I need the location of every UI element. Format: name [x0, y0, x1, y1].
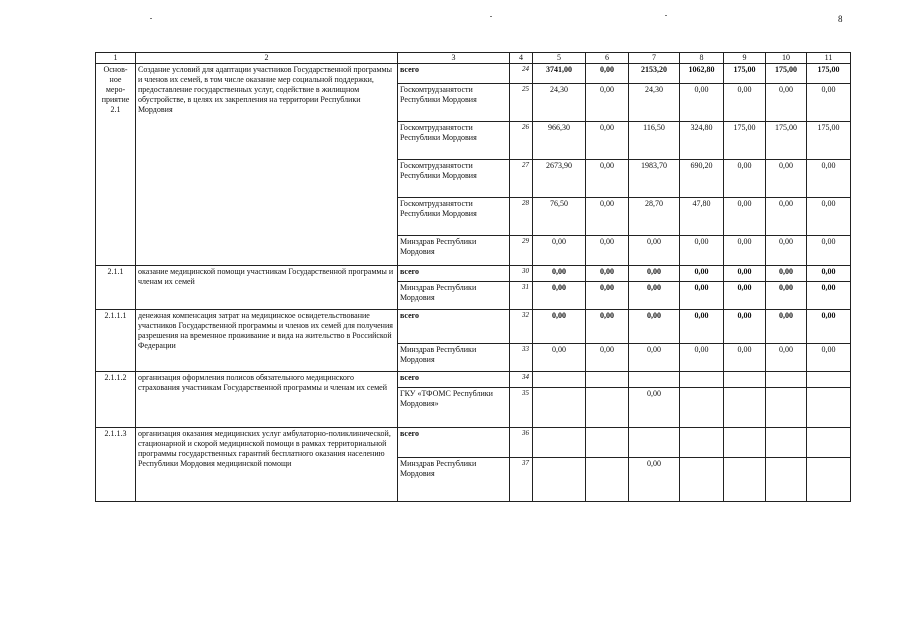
value-cell: 0,00: [629, 310, 680, 344]
scan-speck: [490, 16, 492, 17]
activity-code: 2.1.1.1: [96, 310, 136, 372]
value-cell: 0,00: [680, 84, 724, 122]
executor: всего: [398, 266, 510, 282]
value-cell: 0,00: [807, 344, 851, 372]
executor: Минздрав Республики Мордовия: [398, 344, 510, 372]
column-header: 3: [398, 53, 510, 64]
value-cell: 0,00: [807, 282, 851, 310]
value-cell: [533, 428, 586, 458]
value-cell: 0,00: [586, 198, 629, 236]
row-number: 26: [510, 122, 533, 160]
value-cell: 0,00: [586, 236, 629, 266]
value-cell: [766, 428, 807, 458]
value-cell: [586, 458, 629, 502]
value-cell: 0,00: [586, 266, 629, 282]
value-cell: 0,00: [766, 310, 807, 344]
value-cell: [724, 388, 766, 428]
value-cell: 0,00: [629, 282, 680, 310]
value-cell: 0,00: [680, 236, 724, 266]
activity-code: Основ- ное меро- приятие 2.1: [96, 64, 136, 266]
table-row: [96, 266, 851, 282]
row-number: 30: [510, 266, 533, 282]
value-cell: 0,00: [766, 198, 807, 236]
activity-code: 2.1.1: [96, 266, 136, 310]
column-header: 11: [807, 53, 851, 64]
value-cell: 0,00: [586, 84, 629, 122]
row-number: 28: [510, 198, 533, 236]
activity-description: организация оформления полисов обязательного медицинского страхования участникам Государственной программы и членам их семей: [136, 372, 398, 428]
value-cell: 0,00: [586, 310, 629, 344]
table-row: [96, 310, 851, 344]
value-cell: 0,00: [807, 266, 851, 282]
value-cell: 76,50: [533, 198, 586, 236]
value-cell: 0,00: [724, 84, 766, 122]
value-cell: 0,00: [629, 236, 680, 266]
value-cell: 0,00: [807, 84, 851, 122]
value-cell: 0,00: [533, 282, 586, 310]
value-cell: 0,00: [629, 344, 680, 372]
activity-description: организация оказания медицинских услуг амбулаторно-поликлинической, стационарной и скорой медицинской помощи в рамках территориальной программы государственных гарантий бесплатного оказания населению Республики Мордовия медицинской помощи: [136, 428, 398, 502]
value-cell: [724, 428, 766, 458]
column-header: 5: [533, 53, 586, 64]
value-cell: 0,00: [766, 160, 807, 198]
value-cell: 1983,70: [629, 160, 680, 198]
value-cell: 47,80: [680, 198, 724, 236]
value-cell: [533, 458, 586, 502]
executor: всего: [398, 310, 510, 344]
executor: Госкомтрудзанятости Республики Мордовия: [398, 122, 510, 160]
value-cell: 324,80: [680, 122, 724, 160]
value-cell: 0,00: [680, 266, 724, 282]
value-cell: 0,00: [629, 388, 680, 428]
value-cell: 0,00: [586, 122, 629, 160]
value-cell: [629, 428, 680, 458]
value-cell: [533, 372, 586, 388]
activity-description: денежная компенсация затрат на медицинское освидетельствование участников Государственной программы и членов их семей для получения разрешения на временное проживание и вида на жительство в Российской Федерации: [136, 310, 398, 372]
value-cell: 0,00: [586, 64, 629, 84]
value-cell: 0,00: [680, 344, 724, 372]
activity-description: Создание условий для адаптации участников Государственной программы и членов их семей, в том числе оказание мер социальной поддержки, предоставление государственных услуг, содействие в жилищном обустройстве, в целях их закрепления на территории Республики Мордовия: [136, 64, 398, 266]
value-cell: 2153,20: [629, 64, 680, 84]
value-cell: [807, 458, 851, 502]
row-number: 27: [510, 160, 533, 198]
table-row: [96, 64, 851, 84]
value-cell: 0,00: [533, 266, 586, 282]
executor: Минздрав Республики Мордовия: [398, 282, 510, 310]
value-cell: 3741,00: [533, 64, 586, 84]
value-cell: [680, 388, 724, 428]
executor: всего: [398, 428, 510, 458]
scan-speck: [150, 18, 152, 19]
value-cell: 175,00: [724, 122, 766, 160]
value-cell: [680, 458, 724, 502]
column-header: 1: [96, 53, 136, 64]
activity-description: оказание медицинской помощи участникам Государственной программы и членам их семей: [136, 266, 398, 310]
executor: Госкомтрудзанятости Республики Мордовия: [398, 160, 510, 198]
value-cell: [533, 388, 586, 428]
value-cell: [807, 372, 851, 388]
value-cell: 0,00: [680, 310, 724, 344]
value-cell: 0,00: [629, 458, 680, 502]
value-cell: 0,00: [724, 236, 766, 266]
value-cell: 175,00: [766, 64, 807, 84]
activity-code: 2.1.1.3: [96, 428, 136, 502]
scan-speck: [665, 15, 667, 16]
column-header: 7: [629, 53, 680, 64]
value-cell: 0,00: [766, 344, 807, 372]
value-cell: 0,00: [586, 282, 629, 310]
value-cell: 0,00: [533, 344, 586, 372]
value-cell: 0,00: [724, 310, 766, 344]
value-cell: 1062,80: [680, 64, 724, 84]
value-cell: [586, 372, 629, 388]
executor: Минздрав Республики Мордовия: [398, 236, 510, 266]
row-number: 35: [510, 388, 533, 428]
value-cell: 2673,90: [533, 160, 586, 198]
executor: всего: [398, 372, 510, 388]
value-cell: 175,00: [724, 64, 766, 84]
value-cell: [766, 458, 807, 502]
value-cell: 0,00: [533, 236, 586, 266]
executor: всего: [398, 64, 510, 84]
row-number: 32: [510, 310, 533, 344]
budget-table: [95, 52, 851, 502]
header-row: [96, 53, 851, 64]
value-cell: 0,00: [807, 236, 851, 266]
row-number: 25: [510, 84, 533, 122]
row-number: 29: [510, 236, 533, 266]
value-cell: 690,20: [680, 160, 724, 198]
value-cell: 0,00: [766, 84, 807, 122]
row-number: 31: [510, 282, 533, 310]
column-header: 2: [136, 53, 398, 64]
value-cell: 0,00: [766, 236, 807, 266]
value-cell: 0,00: [807, 310, 851, 344]
value-cell: 175,00: [807, 64, 851, 84]
value-cell: 24,30: [533, 84, 586, 122]
value-cell: 116,50: [629, 122, 680, 160]
column-header: 9: [724, 53, 766, 64]
value-cell: [586, 388, 629, 428]
value-cell: 0,00: [724, 160, 766, 198]
row-number: 36: [510, 428, 533, 458]
value-cell: 0,00: [724, 266, 766, 282]
value-cell: 0,00: [629, 266, 680, 282]
row-number: 37: [510, 458, 533, 502]
value-cell: 0,00: [586, 160, 629, 198]
row-number: 24: [510, 64, 533, 84]
value-cell: 0,00: [680, 282, 724, 310]
row-number: 33: [510, 344, 533, 372]
value-cell: 0,00: [807, 198, 851, 236]
value-cell: 0,00: [766, 282, 807, 310]
column-header: 10: [766, 53, 807, 64]
column-header: 8: [680, 53, 724, 64]
row-number: 34: [510, 372, 533, 388]
value-cell: [724, 372, 766, 388]
executor: Госкомтрудзанятости Республики Мордовия: [398, 84, 510, 122]
value-cell: 0,00: [766, 266, 807, 282]
value-cell: [629, 372, 680, 388]
value-cell: 28,70: [629, 198, 680, 236]
value-cell: [586, 428, 629, 458]
table-row: [96, 428, 851, 458]
value-cell: 0,00: [533, 310, 586, 344]
value-cell: [807, 428, 851, 458]
column-header: 4: [510, 53, 533, 64]
value-cell: [724, 458, 766, 502]
value-cell: [766, 372, 807, 388]
executor: ГКУ «ТФОМС Республики Мордовия»: [398, 388, 510, 428]
value-cell: 175,00: [807, 122, 851, 160]
table-row: [96, 372, 851, 388]
value-cell: 0,00: [724, 198, 766, 236]
value-cell: 0,00: [724, 282, 766, 310]
value-cell: 0,00: [586, 344, 629, 372]
value-cell: 24,30: [629, 84, 680, 122]
value-cell: [807, 388, 851, 428]
value-cell: [680, 428, 724, 458]
value-cell: 0,00: [807, 160, 851, 198]
column-header: 6: [586, 53, 629, 64]
executor: Минздрав Республики Мордовия: [398, 458, 510, 502]
value-cell: [766, 388, 807, 428]
value-cell: 0,00: [724, 344, 766, 372]
page-number: 8: [838, 14, 843, 24]
value-cell: 966,30: [533, 122, 586, 160]
value-cell: 175,00: [766, 122, 807, 160]
activity-code: 2.1.1.2: [96, 372, 136, 428]
executor: Госкомтрудзанятости Республики Мордовия: [398, 198, 510, 236]
value-cell: [680, 372, 724, 388]
